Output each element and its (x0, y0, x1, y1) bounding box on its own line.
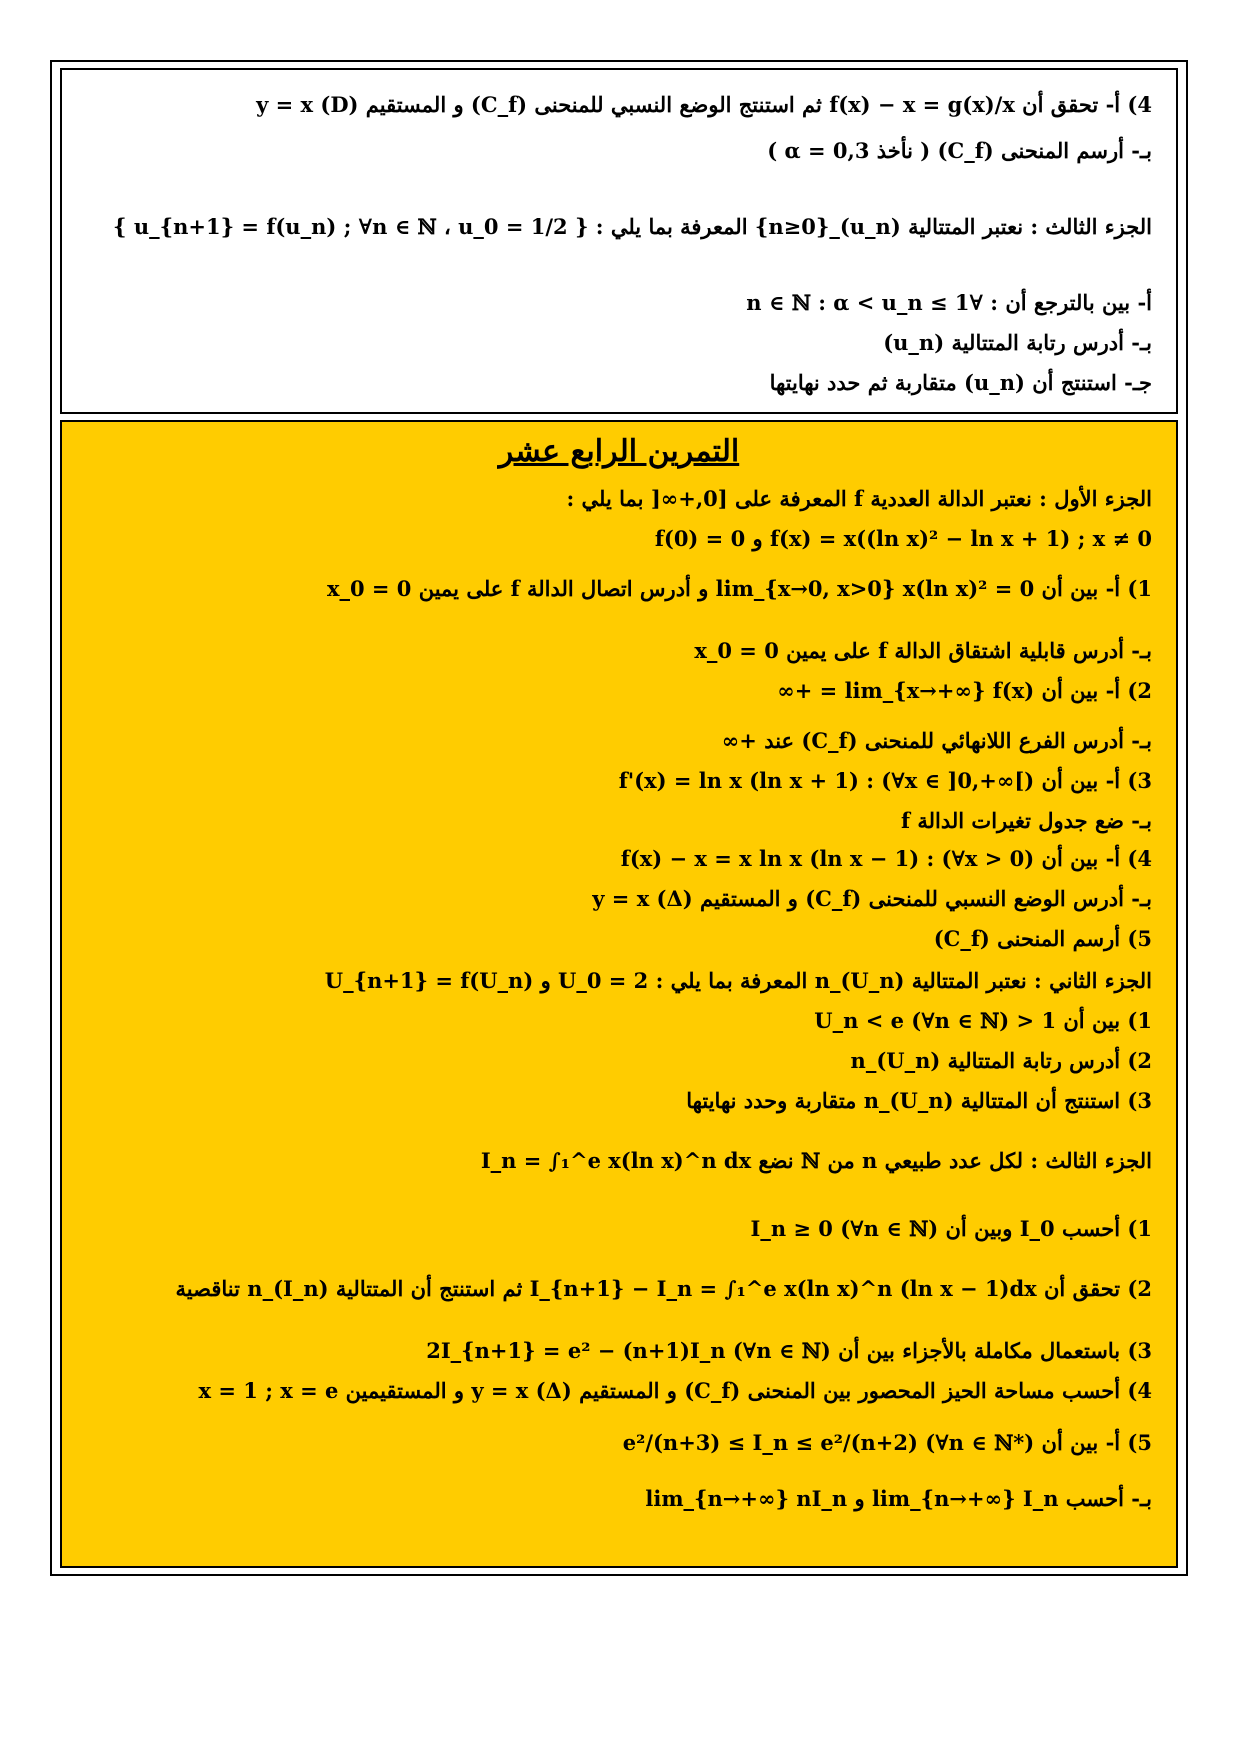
question-4a: 4) أ- تحقق أن f(x) − x = g(x)/x ثم استنتج الوضع النسبي للمنحنى (C_f) و المستقيم (D) y = x (256, 92, 1152, 117)
q1a: 1) أ- بين أن lim_{x→0, x>0} x(ln x)² = 0 و أدرس اتصال الدالة f على يمين x_0 = 0 (326, 576, 1152, 601)
exercise-14-box (60, 420, 1178, 1568)
question-a-induction: أ- بين بالترجع أن : ∀n ∈ ℕ : α < u_n ≤ 1 (746, 290, 1152, 315)
q4a: 4) أ- بين أن f(x) − x = x ln x (ln x − 1) : (∀x > 0) (620, 846, 1152, 871)
part2-intro: الجزء الثاني : نعتبر المتتالية (U_n)_n المعرفة بما يلي : U_0 = 2 و U_{n+1} = f(U_n) (324, 968, 1152, 993)
part-three-intro: الجزء الثالث : نعتبر المتتالية (u_n)_{n≥0} المعرفة بما يلي : { u_{n+1} = f(u_n) ; ∀n ∈ ℕ ، u_0 = 1/2 } (113, 214, 1152, 239)
q2b: بـ- أدرس الفرع اللانهائي للمنحنى (C_f) عند +∞ (721, 728, 1152, 753)
question-4b: بـ- أرسم المنحنى (C_f) ( نأخذ α = 0,3 ) (767, 138, 1152, 163)
question-b-monotonicity: بـ- أدرس رتابة المتتالية (u_n) (883, 330, 1152, 355)
q1b: بـ- أدرس قابلية اشتقاق الدالة f على يمين x_0 = 0 (694, 638, 1152, 663)
part3-q2: 2) تحقق أن I_{n+1} − I_n = ∫₁^e x(ln x)^n (ln x − 1)dx ثم استنتج أن المتتالية (I_n)_n تناقصية (175, 1276, 1152, 1301)
part3-intro: الجزء الثالث : لكل عدد طبيعي n من ℕ نضع I_n = ∫₁^e x(ln x)^n dx (480, 1148, 1152, 1173)
q2a: 2) أ- بين أن lim_{x→+∞} f(x) = +∞ (777, 678, 1152, 703)
function-definition: f(x) = x((ln x)² − ln x + 1) ; x ≠ 0 و f(0) = 0 (654, 526, 1152, 551)
part2-q3: 3) استنتج أن المتتالية (U_n)_n متقاربة وحدد نهايتها (686, 1088, 1152, 1113)
part3-q5b: بـ- أحسب lim_{n→+∞} I_n و lim_{n→+∞} nI_n (645, 1486, 1152, 1511)
q4b: بـ- أدرس الوضع النسبي للمنحنى (C_f) و المستقيم (Δ) y = x (592, 886, 1152, 911)
part2-q2: 2) أدرس رتابة المتتالية (U_n)_n (850, 1048, 1152, 1073)
previous-exercise-box (60, 68, 1178, 414)
part2-q1: 1) بين أن 1 < U_n < e (∀n ∈ ℕ) (814, 1008, 1152, 1033)
q3b: بـ- ضع جدول تغيرات الدالة f (901, 808, 1152, 833)
part3-q3: 3) باستعمال مكاملة بالأجزاء بين أن 2I_{n+1} = e² − (n+1)I_n (∀n ∈ ℕ) (426, 1338, 1152, 1363)
part3-q1: 1) أحسب I_0 وبين أن I_n ≥ 0 (∀n ∈ ℕ) (750, 1216, 1152, 1241)
question-c-convergence: جـ- استنتج أن (u_n) متقاربة ثم حدد نهايتها (769, 370, 1152, 395)
q3a: 3) أ- بين أن f'(x) = ln x (ln x + 1) : (∀x ∈ ]0,+∞[) (618, 768, 1152, 793)
part1-intro: الجزء الأول : نعتبر الدالة العددية f المعرفة على [0,+∞[ بما يلي : (566, 486, 1152, 511)
part3-q4: 4) أحسب مساحة الحيز المحصور بين المنحنى (C_f) و المستقيم (Δ) y = x و المستقيمين x = 1 ; x = e (198, 1378, 1152, 1403)
exercise-title: التمرين الرابع عشر (498, 434, 740, 469)
part3-q5a: 5) أ- بين أن e²/(n+3) ≤ I_n ≤ e²/(n+2) (∀n ∈ ℕ*) (622, 1430, 1152, 1455)
q5: 5) أرسم المنحنى (C_f) (933, 926, 1152, 951)
